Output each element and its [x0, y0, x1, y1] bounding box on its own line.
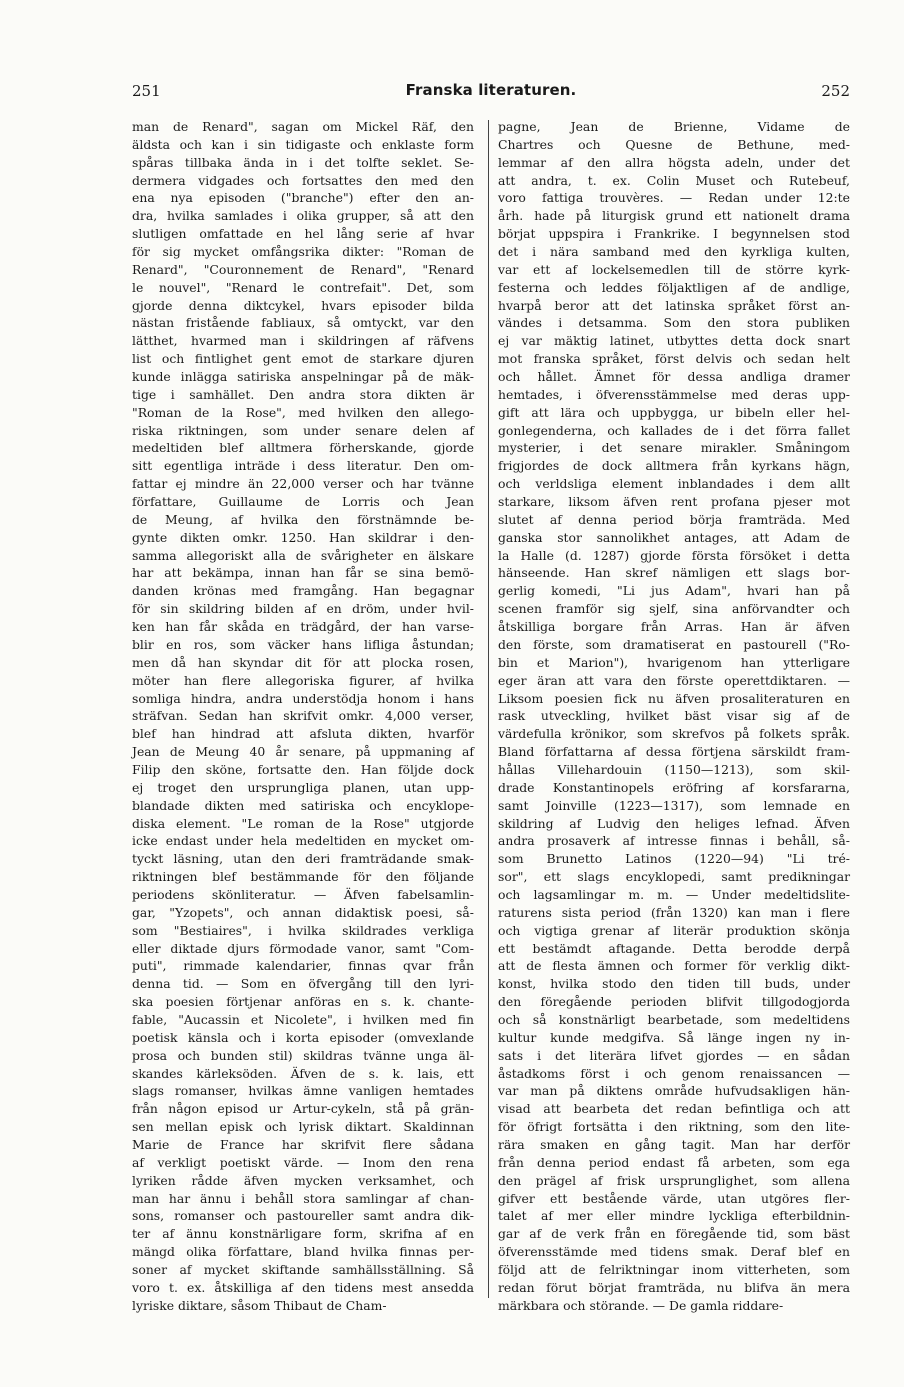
- text-line: Marie de France har skrifvit flere sådana: [132, 1136, 474, 1152]
- text-line: talet af mer eller mindre lyckliga efterbildnin-: [498, 1208, 850, 1224]
- text-line: slags romanser, hvilkas ämne vanligen hemtades: [132, 1083, 474, 1099]
- left-column: [132, 118, 474, 1313]
- page-header: [132, 82, 850, 102]
- text-line: gerlig komedi, "Li jus Adam", hvari han på: [498, 583, 850, 599]
- text-line: lätthet, hvarmed man i skildringen af räfvens: [132, 333, 474, 349]
- text-line: sor", ett slags encyklopedi, samt predikningar: [498, 869, 850, 885]
- text-line: och verldsliga element inblandades i dem allt: [498, 476, 850, 492]
- text-line: författare, Guillaume de Lorris och Jean: [132, 494, 474, 510]
- text-line: tige i samhället. Den andra stora dikten är: [132, 386, 474, 402]
- text-line: Renard", "Couronnement de Renard", "Renard: [132, 261, 474, 277]
- text-line: kultur kunde medgifva. Så länge ingen ny in-: [498, 1029, 850, 1045]
- text-line: det i nära samband med den kyrkliga kulten,: [498, 244, 850, 260]
- text-line: var ett af lockelsemedlen till de större kyrk-: [498, 261, 850, 277]
- text-line: åtskilliga borgare från Arras. Han är äfven: [498, 619, 850, 635]
- text-line: redan förut börjat framträda, nu blifva än mera: [498, 1279, 850, 1295]
- text-line: tyckt läsning, utan den deri framträdande smak-: [132, 851, 474, 867]
- text-line: var man på diktens område hufvudsakligen hän-: [498, 1083, 850, 1099]
- text-line: voro t. ex. åtskilliga af den tidens mest ansedda: [132, 1279, 474, 1295]
- text-line: riska riktningen, som under senare delen af: [132, 422, 474, 438]
- text-line: ej var mäktig latinet, utbyttes detta dock snart: [498, 333, 850, 349]
- text-line: gjorde denna diktcykel, hvars episoder bilda: [132, 297, 474, 313]
- text-line: eger äran att vara den förste operettdiktaren. —: [498, 672, 850, 688]
- page-number-left: 251: [132, 82, 161, 100]
- text-line: puti", rimmade kalendarier, finnas qvar från: [132, 958, 474, 974]
- text-line: blir en ros, som väcker hans lifliga åstundan;: [132, 636, 474, 652]
- text-line: sitt egentliga inträde i dess literatur. Den om-: [132, 458, 474, 474]
- text-line: den förste, som dramatiserat en pastourell ("Ro-: [498, 636, 850, 652]
- text-line: rask utveckling, hvilket bäst visar sig af de: [498, 708, 850, 724]
- text-line: de Meung, af hvilka den förstnämnde be-: [132, 511, 474, 527]
- text-line: Chartres och Quesne de Bethune, med-: [498, 136, 850, 152]
- text-line: den prägel af frisk ursprunglighet, som allena: [498, 1172, 850, 1188]
- text-line: starkare, liksom äfven rent profana pjeser mot: [498, 494, 850, 510]
- text-line: pagne, Jean de Brienne, Vidame de: [498, 119, 850, 134]
- text-line: dra, hvilka samlades i olika grupper, så att den: [132, 208, 474, 224]
- right-column: [498, 118, 850, 1313]
- text-line: mängd olika författare, bland hvilka finnas per-: [132, 1244, 474, 1260]
- text-line: äldsta och kan i sin tidigaste och enklaste form: [132, 136, 474, 152]
- text-line: dermera vidgades och fortsattes den med den: [132, 172, 474, 188]
- text-line: ken han får skåda en trädgård, der han varse-: [132, 619, 474, 635]
- text-line: börjat uppspira i Frankrike. I begynnelsen stod: [498, 226, 850, 242]
- text-line: från någon episod ur Artur-cykeln, stå på grän-: [132, 1101, 474, 1117]
- text-line: för sin skildring bilden af en dröm, under hvil-: [132, 601, 474, 617]
- text-line: och lagsamlingar m. m. — Under medeltidslite-: [498, 886, 850, 902]
- text-line: Filip den sköne, fortsatte den. Han följde dock: [132, 761, 474, 777]
- text-line: le nouvel", "Renard le contrefait". Det, som: [132, 279, 474, 295]
- text-line: skandes kärleksöden. Äfven de s. k. lais, ett: [132, 1065, 474, 1081]
- text-line: hållas Villehardouin (1150—1213), som skil-: [498, 761, 850, 777]
- text-line: från denna period endast få arbeten, som ega: [498, 1154, 850, 1170]
- text-line: vändes i detsamma. Som den stora publiken: [498, 315, 850, 331]
- text-line: blandade dikten med satiriska och encyklope-: [132, 797, 474, 813]
- text-line: fable, "Aucassin et Nicolete", i hvilken med fin: [132, 1011, 474, 1027]
- text-line: hvarpå beror att det latinska språket först an-: [498, 297, 850, 313]
- text-line: somliga hindra, andra understödja honom i hans: [132, 690, 474, 706]
- text-line: raturens sista period (från 1320) kan man i flere: [498, 904, 850, 920]
- text-line: Bland författarna af dessa förtjena särskildt fram-: [498, 744, 850, 760]
- text-line: ganska stor sannolikhet antages, att Adam de: [498, 529, 850, 545]
- text-line: för öfrigt fortsätta i den riktning, som den lite-: [498, 1119, 850, 1135]
- text-line: man har ännu i behåll stora samlingar af chan-: [132, 1190, 474, 1206]
- text-line: gift att lära och uppbygga, ur bibeln eller hel-: [498, 404, 850, 420]
- text-line: soner af mycket skiftande samhällsställning. Så: [132, 1262, 474, 1277]
- text-line: drade Konstantinopels eröfring af korsfararna,: [498, 779, 850, 795]
- text-line: Liksom poesien fick nu äfven prosaliteraturen en: [498, 690, 850, 706]
- text-line: slutet af denna period börja framträda. Med: [498, 511, 850, 527]
- text-line: lyriken rådde äfven mycken verksamhet, och: [132, 1172, 474, 1188]
- text-line: af verkligt poetiskt värde. — Inom den rena: [132, 1154, 474, 1170]
- text-line: kunde inlägga satiriska anspelningar på de mäk-: [132, 369, 474, 385]
- text-line: ska poesien förtjenar anföras en s. k. chante-: [132, 994, 474, 1010]
- text-line: lemmar af den allra högsta adeln, under det: [498, 154, 850, 170]
- text-line: mysterier, i det senare mirakler. Småningom: [498, 440, 850, 456]
- text-line: icke endast under hela medeltiden en mycket om-: [132, 833, 474, 849]
- text-line: samma allegoriskt alla de svårigheter en älskare: [132, 547, 474, 563]
- text-line: sen mellan episk och lyrisk diktart. Skaldinnan: [132, 1119, 474, 1135]
- text-line: diska element. "Le roman de la Rose" utgjorde: [132, 815, 474, 831]
- text-line: har att bekämpa, innan han får se sina bemö-: [132, 565, 474, 581]
- text-line: list och fintlighet gent emot de starkare djuren: [132, 351, 474, 367]
- text-line: ej troget den ursprungliga planen, utan upp-: [132, 779, 474, 795]
- text-line: gifver ett bestående värde, utan utgöres fler-: [498, 1190, 850, 1206]
- text-line: man de Renard", sagan om Mickel Räf, den: [132, 119, 474, 134]
- text-line: medeltiden blef alltmera förherskande, gjorde: [132, 440, 474, 456]
- text-line: hemtades, i öfverensstämmelse med deras upp-: [498, 386, 850, 402]
- text-line: gar af de verk från en föregående tid, som bäst: [498, 1226, 850, 1242]
- text-line: att de flesta ämnen och former för verklig dikt-: [498, 958, 850, 974]
- text-line: lyriske diktare, såsom Thibaut de Cham-: [132, 1297, 387, 1313]
- text-line: men då han skyndar dit för att plocka rosen,: [132, 654, 474, 670]
- text-line: blef han hindrad att afsluta dikten, hvarför: [132, 726, 474, 742]
- text-line: prosa och bunden stil) skildras tvänne unga äl-: [132, 1047, 474, 1063]
- text-line: möter han flere allegoriska figurer, af hvilka: [132, 672, 474, 688]
- text-line: samt Joinville (1223—1317), som lemnade en: [498, 797, 850, 813]
- text-line: festerna och leddes följaktligen af de andlige,: [498, 279, 850, 295]
- text-line: ena nya episoden ("branche") efter den an-: [132, 190, 474, 206]
- text-line: årh. hade på liturgisk grund ett nationelt drama: [498, 208, 850, 224]
- running-title: Franska literaturen.: [405, 81, 577, 99]
- text-line: sons, romanser och pastoureller samt andra dik-: [132, 1208, 474, 1224]
- text-line: slutligen omfattade en hel lång serie af hvar: [132, 226, 474, 242]
- text-line: spåras tillbaka ända in i det tolfte seklet. Se-: [132, 154, 474, 170]
- text-line: och vigtiga grenar af literär produktion skönja: [498, 922, 850, 938]
- text-line: periodens skönliteratur. — Äfven fabelsamlin-: [132, 886, 474, 902]
- text-line: fattar ej mindre än 22,000 verser och har tvänne: [132, 476, 474, 492]
- text-line: scenen framför sig sjelf, sina anförvandter och: [498, 601, 850, 617]
- text-line: som "Bestiaires", i hvilka skildrades verkliga: [132, 922, 474, 938]
- text-line: visad att bearbeta det redan befintliga och att: [498, 1101, 850, 1117]
- text-line: för sig mycket omfångsrika dikter: "Roman de: [132, 244, 474, 260]
- text-line: att andra, t. ex. Colin Muset och Rutebeuf,: [498, 172, 850, 188]
- text-line: rära smaken en gång tagit. Man har derför: [498, 1136, 850, 1152]
- text-line: gonlegenderna, och kallades de i det förra fallet: [498, 422, 850, 438]
- text-line: frigjordes de dock alltmera från kyrkans hägn,: [498, 458, 850, 474]
- text-line: ett bestämdt aftagande. Detta berodde derpå: [498, 940, 850, 956]
- text-line: skildring af Ludvig den heliges lefnad. Äfven: [498, 815, 850, 831]
- text-line: denna tid. — Som en öfvergång till den lyri-: [132, 976, 474, 992]
- text-line: eller diktade djurs förmodade vanor, samt "Com-: [132, 940, 474, 956]
- text-line: mot franska språket, först delvis och sedan helt: [498, 351, 850, 367]
- text-line: bin et Marion"), hvarigenom han ytterligare: [498, 654, 850, 670]
- text-line: Jean de Meung 40 år senare, på uppmaning af: [132, 744, 474, 760]
- column-divider: [488, 120, 489, 1298]
- text-line: ter af ännu konstnärligare form, skrifna af en: [132, 1226, 474, 1242]
- text-line: och hållet. Ämnet för dessa andliga dramer: [498, 369, 850, 385]
- text-line: sträfvan. Sedan han skrifvit omkr. 4,000 verser,: [132, 708, 474, 724]
- text-line: konst, hvilka stodo den tiden till buds, under: [498, 976, 850, 992]
- text-line: "Roman de la Rose", med hvilken den allego-: [132, 404, 474, 420]
- text-line: danden krönas med framgång. Han begagnar: [132, 583, 474, 599]
- text-line: och så konstnärligt bearbetade, som medeltidens: [498, 1011, 850, 1027]
- text-line: märkbara och störande. — De gamla riddare-: [498, 1297, 784, 1313]
- text-line: nästan fristående fabliaux, så omtyckt, var den: [132, 315, 474, 331]
- text-line: följd att de felriktningar inom vitterheten, som: [498, 1262, 850, 1277]
- text-line: sats i det literära lifvet gjordes — en sådan: [498, 1047, 850, 1063]
- text-line: la Halle (d. 1287) gjorde första försöket i detta: [498, 547, 850, 563]
- text-line: voro fattiga trouvères. — Redan under 12:te: [498, 190, 850, 206]
- text-line: öfverensstämde med tidens smak. Deraf blef en: [498, 1244, 850, 1260]
- text-line: andra prosaverk af intresse finnas i behåll, så-: [498, 833, 850, 849]
- text-line: riktningen blef bestämmande för den följande: [132, 869, 474, 885]
- text-line: som Brunetto Latinos (1220—94) "Li tré-: [498, 851, 850, 867]
- page-number-right: 252: [821, 82, 850, 100]
- text-line: gynte dikten omkr. 1250. Han skildrar i den-: [132, 529, 474, 545]
- text-line: poetisk känsla och i korta episoder (omvexlande: [132, 1029, 474, 1045]
- text-line: hänseende. Han skref nämligen ett slags bor-: [498, 565, 850, 581]
- text-line: gar, "Yzopets", och annan didaktisk poesi, så-: [132, 904, 474, 920]
- text-line: den föregående perioden blifvit tillgodogjorda: [498, 994, 850, 1010]
- text-line: värdefulla krönikor, som skrefvos på folkets språk.: [498, 726, 850, 742]
- text-line: åstadkoms först i och genom renaissancen —: [498, 1065, 850, 1081]
